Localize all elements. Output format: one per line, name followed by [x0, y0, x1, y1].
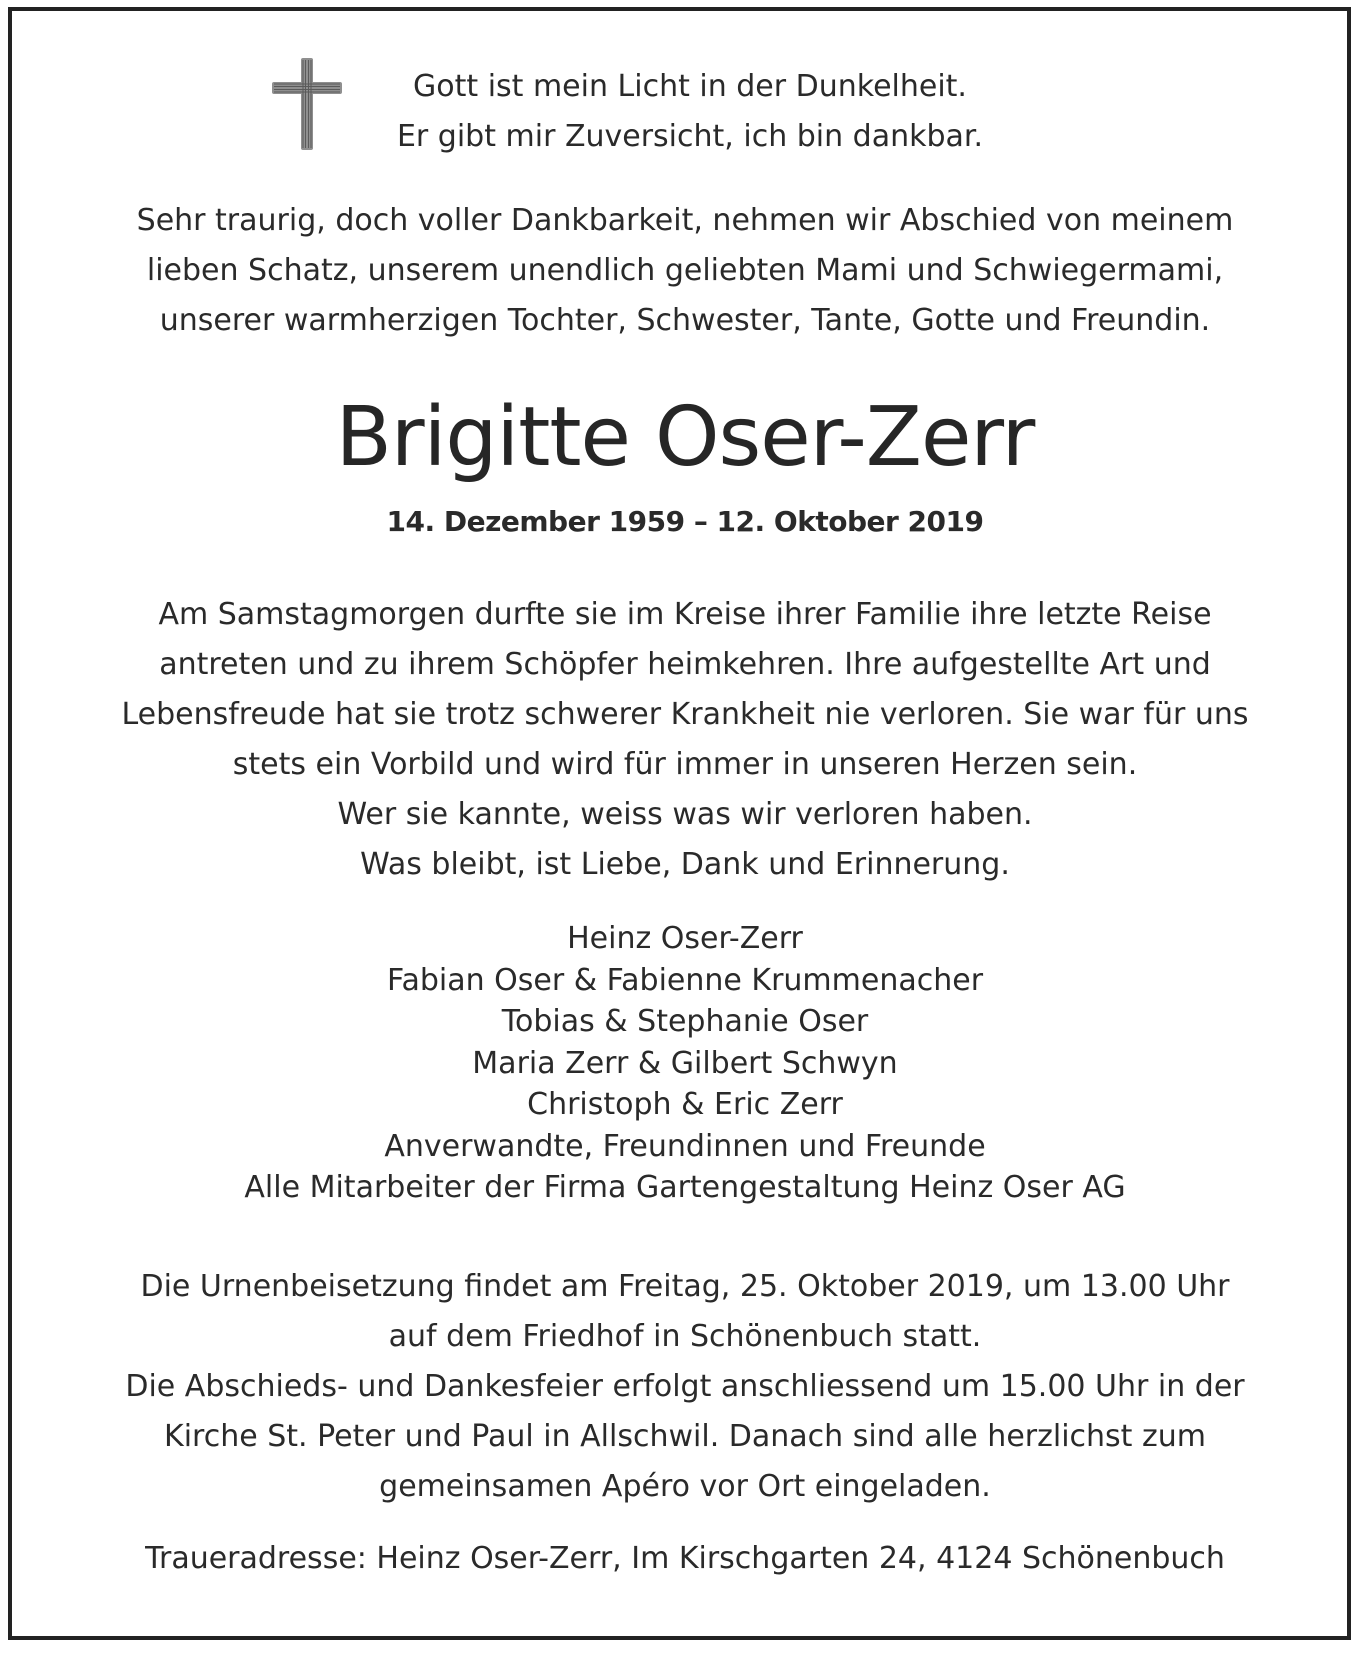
service-line: gemeinsamen Apéro vor Ort eingeladen.: [379, 1469, 991, 1504]
life-dates: 14. Dezember 1959 – 12. Oktober 2019: [386, 505, 984, 538]
mourner-entry: Anverwandte, Freundinnen und Freunde: [384, 1128, 986, 1164]
intro-line: unserer warmherzigen Tochter, Schwester, Tante, Gotte und Freundin.: [159, 303, 1211, 338]
service-line: auf dem Friedhof in Schönenbuch statt.: [388, 1319, 982, 1354]
motto-line: Er gibt mir Zuversicht, ich bin dankbar.: [396, 119, 984, 154]
deceased-name: Brigitte Oser-Zerr: [335, 390, 1035, 485]
story-line: stets ein Vorbild und wird für immer in unseren Herzen sein.: [232, 747, 1138, 782]
mourner-entry: Christoph & Eric Zerr: [527, 1087, 843, 1122]
service-details: [60, 1262, 1310, 1512]
mourner-entry: Fabian Oser & Fabienne Krummenacher: [386, 962, 984, 998]
story-line: Wer sie kannte, weiss was wir verloren haben.: [337, 797, 1033, 832]
story-line: antreten und zu ihrem Schöpfer heimkehren. Ihre aufgestellte Art und: [159, 647, 1211, 682]
story-line: Lebensfreude hat sie trotz schwerer Krankheit nie verloren. Sie war für uns: [121, 697, 1249, 732]
mourner-entry: Alle Mitarbeiter der Firma Gartengestaltung Heinz Oser AG: [244, 1170, 1126, 1205]
intro-line: Sehr traurig, doch voller Dankbarkeit, nehmen wir Abschied von meinem: [136, 203, 1234, 238]
story-line: Am Samstagmorgen durfte sie im Kreise ihrer Familie ihre letzte Reise: [158, 597, 1212, 632]
mourner-entry: Maria Zerr & Gilbert Schwyn: [472, 1045, 898, 1081]
mourner-entry: Tobias & Stephanie Oser: [501, 1004, 869, 1039]
motto-line: Gott ist mein Licht in der Dunkelheit.: [413, 69, 967, 104]
intro-paragraph: [60, 196, 1310, 346]
service-line: Kirche St. Peter und Paul in Allschwil. Danach sind alle herzlichst zum: [164, 1419, 1206, 1454]
motto-verse: [320, 62, 1060, 162]
service-line: Die Urnenbeisetzung findet am Freitag, 25. Oktober 2019, um 13.00 Uhr: [140, 1269, 1230, 1304]
mourning-address: Traueradresse: Heinz Oser-Zerr, Im Kirschgarten 24, 4124 Schönenbuch: [145, 1541, 1225, 1576]
story-paragraph: [60, 590, 1310, 890]
mourner-entry: Heinz Oser-Zerr: [567, 921, 803, 956]
mourners-list: [60, 918, 1310, 1209]
intro-line: lieben Schatz, unserem unendlich geliebten Mami und Schwiegermami,: [146, 253, 1224, 288]
service-line: Die Abschieds- und Dankesfeier erfolgt anschliessend um 15.00 Uhr in der: [125, 1369, 1245, 1404]
story-line: Was bleibt, ist Liebe, Dank und Erinnerung.: [360, 847, 1010, 882]
